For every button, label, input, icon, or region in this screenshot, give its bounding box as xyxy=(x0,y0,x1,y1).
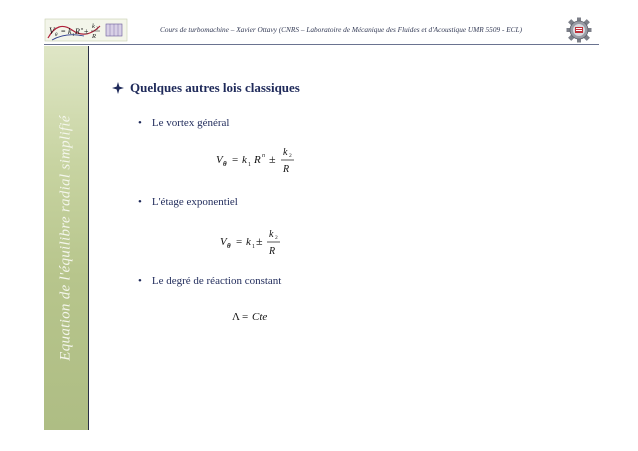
bullet-dot: • xyxy=(138,275,142,287)
course-logo xyxy=(44,16,128,44)
logo-formula-lhs: V xyxy=(49,26,55,36)
formula-lhs: V xyxy=(220,236,227,248)
formula-k1: k xyxy=(246,236,251,248)
header-rule xyxy=(44,44,599,45)
section-heading-text: Quelques autres lois classiques xyxy=(130,80,300,95)
sidebar-rule xyxy=(88,46,89,430)
formula-k1: k xyxy=(242,154,247,166)
formula-constant-reaction xyxy=(230,306,290,326)
logo-formula-k1-sub: 1 xyxy=(72,32,75,37)
formula-r: R xyxy=(254,154,261,166)
formula-r-sup: n xyxy=(262,153,265,159)
formula-k1-sub: 1 xyxy=(248,162,251,168)
diamond-bullet-icon xyxy=(112,82,124,94)
logo-formula-num: k xyxy=(92,23,95,30)
formula-num-sub: 2 xyxy=(289,153,292,159)
list-item-constant-reaction xyxy=(138,275,281,287)
gear-icon xyxy=(566,17,592,43)
formula-eq: = xyxy=(232,154,239,166)
course-logo-graphic xyxy=(44,16,128,44)
logo-formula-den: R xyxy=(92,33,96,40)
list-item-label: Le degré de réaction constant xyxy=(151,275,282,287)
sidebar-title: Equation de l'équilibre radial simplifié xyxy=(57,115,74,361)
section-heading xyxy=(112,80,300,96)
list-item-exponential-stage xyxy=(138,196,238,208)
logo-formula-num-sub: 2 xyxy=(96,26,98,31)
formula-exponential-stage xyxy=(218,224,298,260)
lab-gear-logo xyxy=(566,17,592,43)
formula-num-sub: 2 xyxy=(275,235,278,241)
formula-pm: ± xyxy=(256,234,263,248)
logo-formula-pm: ± xyxy=(84,27,89,36)
formula-lhs: V xyxy=(216,154,223,166)
course-header-text: Cours de turbomachine – Xavier Ottavy (CNRS – Laboratoire de Mécanique des Fluides et d'Acoustique UMR 5509 - ECL) xyxy=(160,25,523,34)
logo-formula-k1: k xyxy=(68,27,72,36)
formula-general-vortex xyxy=(214,142,314,178)
bullet-dot: • xyxy=(138,117,142,129)
list-item-label: L'étage exponentiel xyxy=(151,196,238,208)
formula-den: R xyxy=(269,246,276,257)
formula-pm: ± xyxy=(269,152,276,166)
logo-formula-lhs-sub: θ xyxy=(55,33,58,38)
logo-formula-r-sup: n xyxy=(81,26,84,31)
logo-formula-r: R xyxy=(75,27,80,36)
formula-lhs-sub: θ xyxy=(227,242,231,250)
formula-num: k xyxy=(269,229,274,240)
formula-rhs: Cte xyxy=(252,311,268,323)
formula-num: k xyxy=(283,147,288,158)
formula-lhs: Λ xyxy=(232,311,240,323)
formula-lhs-sub: θ xyxy=(223,160,227,168)
formula-eq: = xyxy=(236,236,243,248)
formula-k1-sub: 1 xyxy=(252,244,255,250)
formula-den: R xyxy=(283,164,290,175)
bullet-dot: • xyxy=(138,196,142,208)
list-item-label: Le vortex général xyxy=(151,117,230,129)
logo-formula-eq: = xyxy=(61,27,66,36)
formula-eq: = xyxy=(242,311,249,323)
list-item-general-vortex xyxy=(138,117,229,129)
